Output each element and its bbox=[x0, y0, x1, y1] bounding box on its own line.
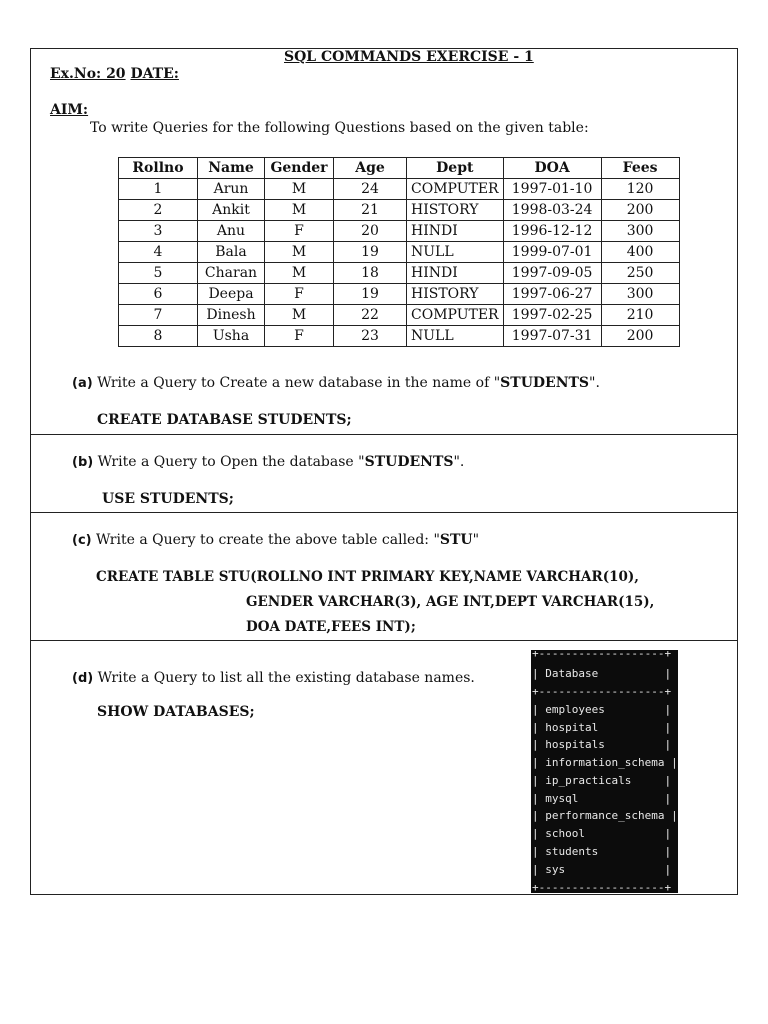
table-cell: 250 bbox=[601, 263, 679, 284]
answer-c-line-3: DOA DATE,FEES INT); bbox=[246, 619, 416, 635]
question-label: (c) bbox=[72, 533, 92, 548]
column-header: Fees bbox=[601, 158, 679, 179]
table-cell: 300 bbox=[601, 221, 679, 242]
column-header: DOA bbox=[503, 158, 601, 179]
column-header: Name bbox=[198, 158, 265, 179]
table-cell: Arun bbox=[198, 179, 265, 200]
terminal-row: | hospitals | bbox=[532, 738, 672, 751]
table-row bbox=[119, 200, 680, 221]
answer-a: CREATE DATABASE STUDENTS; bbox=[97, 412, 352, 428]
question-d bbox=[72, 670, 475, 686]
table-cell: 1996-12-12 bbox=[503, 221, 601, 242]
table-cell: 5 bbox=[119, 263, 198, 284]
table-cell: M bbox=[265, 305, 334, 326]
terminal-row: | school | bbox=[532, 827, 672, 840]
table-cell: NULL bbox=[407, 326, 504, 347]
student-table bbox=[118, 157, 680, 347]
table-cell: Usha bbox=[198, 326, 265, 347]
table-cell: HISTORY bbox=[407, 200, 504, 221]
question-text: Write a Query to Open the database " bbox=[93, 454, 365, 470]
table-cell: 4 bbox=[119, 242, 198, 263]
terminal-row: | performance_schema | bbox=[532, 809, 678, 822]
table-cell: 23 bbox=[334, 326, 407, 347]
column-header: Gender bbox=[265, 158, 334, 179]
answer-d: SHOW DATABASES; bbox=[97, 704, 255, 720]
table-cell: 300 bbox=[601, 284, 679, 305]
answer-b: USE STUDENTS; bbox=[102, 491, 234, 507]
table-cell: HINDI bbox=[407, 221, 504, 242]
terminal-row: | sys | bbox=[532, 863, 672, 876]
table-cell: 20 bbox=[334, 221, 407, 242]
table-cell: 19 bbox=[334, 284, 407, 305]
question-label: (d) bbox=[72, 671, 94, 686]
exercise-number-line bbox=[50, 66, 179, 82]
table-cell: 400 bbox=[601, 242, 679, 263]
table-cell: 6 bbox=[119, 284, 198, 305]
question-label: (a) bbox=[72, 376, 93, 391]
section-divider bbox=[30, 434, 738, 435]
table-cell: 1997-07-31 bbox=[503, 326, 601, 347]
table-cell: 210 bbox=[601, 305, 679, 326]
question-text-end: ". bbox=[453, 454, 465, 470]
terminal-row: | ip_practicals | bbox=[532, 774, 672, 787]
table-row bbox=[119, 326, 680, 347]
column-header: Rollno bbox=[119, 158, 198, 179]
table-cell: 3 bbox=[119, 221, 198, 242]
table-cell: Charan bbox=[198, 263, 265, 284]
table-cell: 1998-03-24 bbox=[503, 200, 601, 221]
column-header: Age bbox=[334, 158, 407, 179]
table-cell: Dinesh bbox=[198, 305, 265, 326]
question-a bbox=[72, 375, 600, 391]
table-cell: 1997-02-25 bbox=[503, 305, 601, 326]
terminal-border-bottom: +-------------------+ bbox=[532, 881, 672, 894]
question-text: Write a Query to Create a new database in the name of " bbox=[92, 375, 501, 391]
table-cell: Deepa bbox=[198, 284, 265, 305]
terminal-row: | students | bbox=[532, 845, 672, 858]
table-cell: HINDI bbox=[407, 263, 504, 284]
section-divider bbox=[30, 512, 738, 513]
table-cell: 18 bbox=[334, 263, 407, 284]
question-c bbox=[72, 532, 479, 548]
exercise-number: Ex.No: 20 bbox=[50, 66, 126, 82]
table-cell: 200 bbox=[601, 200, 679, 221]
table-row bbox=[119, 242, 680, 263]
table-cell: M bbox=[265, 200, 334, 221]
question-b bbox=[72, 454, 464, 470]
table-cell: Anu bbox=[198, 221, 265, 242]
question-keyword: STU bbox=[439, 532, 473, 548]
answer-c-line-1: CREATE TABLE STU(ROLLNO INT PRIMARY KEY,NAME VARCHAR(10), bbox=[96, 569, 640, 585]
aim-label: AIM: bbox=[50, 102, 89, 118]
table-cell: 7 bbox=[119, 305, 198, 326]
table-cell: 1997-01-10 bbox=[503, 179, 601, 200]
question-keyword: STUDENTS bbox=[500, 375, 590, 391]
aim-text: To write Queries for the following Questions based on the given table: bbox=[90, 120, 589, 136]
table-cell: 1997-06-27 bbox=[503, 284, 601, 305]
table-cell: COMPUTER bbox=[407, 305, 504, 326]
table-cell: 21 bbox=[334, 200, 407, 221]
table-cell: 19 bbox=[334, 242, 407, 263]
table-cell: 24 bbox=[334, 179, 407, 200]
mysql-output-screenshot bbox=[531, 647, 678, 894]
terminal-row: | mysql | bbox=[532, 792, 672, 805]
table-row bbox=[119, 305, 680, 326]
table-cell: 8 bbox=[119, 326, 198, 347]
section-divider bbox=[30, 640, 738, 641]
table-cell: HISTORY bbox=[407, 284, 504, 305]
column-header: Dept bbox=[407, 158, 504, 179]
table-cell: Bala bbox=[198, 242, 265, 263]
terminal-column-header: | Database | bbox=[532, 667, 672, 680]
question-text-end: " bbox=[472, 532, 480, 548]
question-keyword: STUDENTS bbox=[364, 454, 454, 470]
table-cell: M bbox=[265, 263, 334, 284]
table-cell: 22 bbox=[334, 305, 407, 326]
answer-c-line-2: GENDER VARCHAR(3), AGE INT,DEPT VARCHAR(15), bbox=[246, 594, 655, 610]
table-cell: F bbox=[265, 221, 334, 242]
question-text: Write a Query to create the above table called: " bbox=[91, 532, 440, 548]
terminal-row: | hospital | bbox=[532, 721, 672, 734]
terminal-border-top: +-------------------+ bbox=[532, 647, 672, 660]
table-cell: 200 bbox=[601, 326, 679, 347]
table-row bbox=[119, 263, 680, 284]
table-cell: 2 bbox=[119, 200, 198, 221]
question-text: Write a Query to list all the existing database names. bbox=[93, 670, 475, 686]
table-cell: Ankit bbox=[198, 200, 265, 221]
table-cell: F bbox=[265, 326, 334, 347]
table-cell: COMPUTER bbox=[407, 179, 504, 200]
table-cell: 1997-09-05 bbox=[503, 263, 601, 284]
table-cell: M bbox=[265, 242, 334, 263]
terminal-row: | information_schema | bbox=[532, 756, 678, 769]
terminal-border-mid: +-------------------+ bbox=[532, 685, 672, 698]
table-cell: 120 bbox=[601, 179, 679, 200]
table-cell: NULL bbox=[407, 242, 504, 263]
table-row bbox=[119, 221, 680, 242]
table-cell: 1 bbox=[119, 179, 198, 200]
table-row bbox=[119, 179, 680, 200]
table-header-row bbox=[119, 158, 680, 179]
terminal-row: | employees | bbox=[532, 703, 672, 716]
table-cell: 1999-07-01 bbox=[503, 242, 601, 263]
page-title: SQL COMMANDS EXERCISE - 1 bbox=[284, 49, 534, 65]
table-cell: F bbox=[265, 284, 334, 305]
table-row bbox=[119, 284, 680, 305]
date-label: DATE: bbox=[130, 66, 179, 82]
question-label: (b) bbox=[72, 455, 94, 470]
question-text-end: ". bbox=[589, 375, 600, 391]
table-cell: M bbox=[265, 179, 334, 200]
